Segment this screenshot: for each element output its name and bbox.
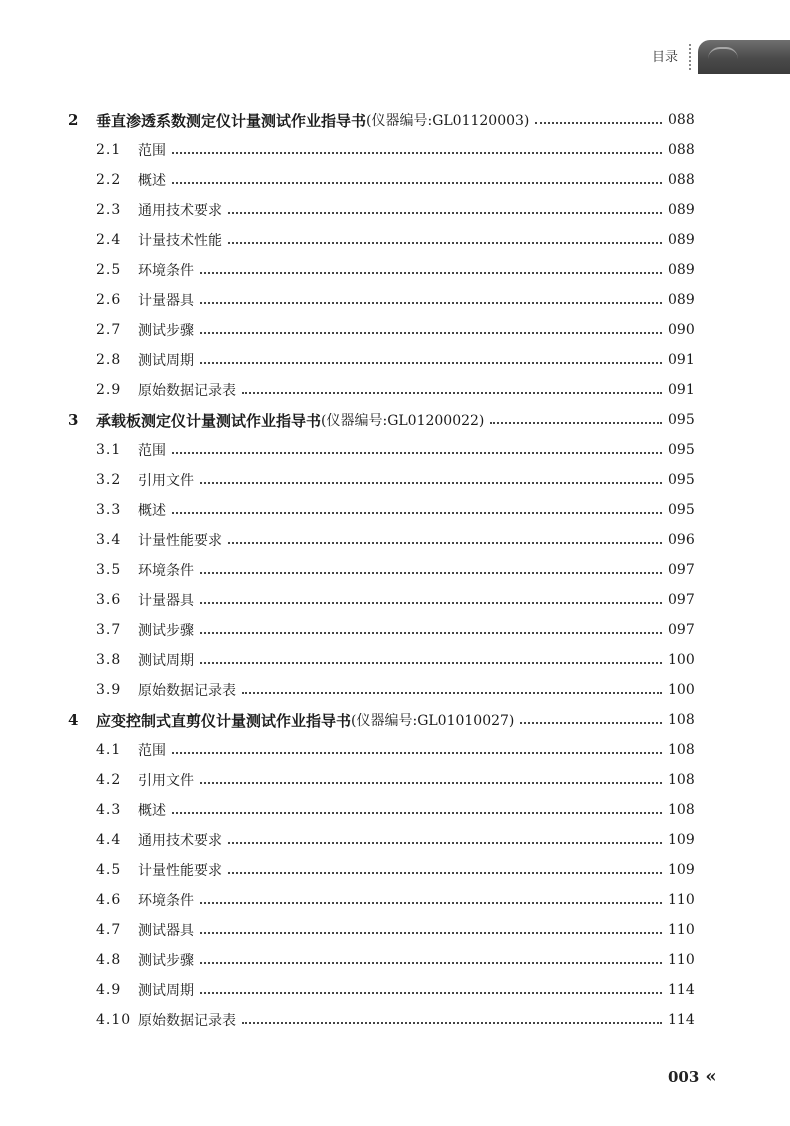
entry-title-text: 概述 bbox=[138, 803, 166, 819]
section-title bbox=[138, 650, 666, 670]
entry-title-text: 概述 bbox=[138, 173, 166, 189]
page-ref: 088 bbox=[668, 112, 695, 128]
toc-section-row bbox=[0, 348, 790, 372]
toc-chapter-row bbox=[0, 108, 790, 132]
section-title bbox=[138, 890, 666, 910]
header-tab-decoration bbox=[698, 40, 790, 74]
dot-leader bbox=[200, 962, 662, 964]
dot-leader bbox=[200, 632, 662, 634]
section-number: 2.6 bbox=[96, 292, 122, 308]
entry-title-text: 计量器具 bbox=[138, 293, 194, 309]
entry-title-text: 测试周期 bbox=[138, 983, 194, 999]
section-title bbox=[138, 290, 666, 310]
section-title bbox=[138, 740, 666, 760]
dot-leader bbox=[200, 332, 662, 334]
toc-section-row bbox=[0, 138, 790, 162]
instrument-code: (仪器编号:GL01120003) bbox=[366, 113, 530, 129]
header-divider bbox=[689, 44, 697, 70]
page-ref: 110 bbox=[668, 922, 695, 938]
instrument-code: (仪器编号:GL01200022) bbox=[321, 413, 485, 429]
section-number: 3.8 bbox=[96, 652, 122, 668]
section-number: 4.2 bbox=[96, 772, 122, 788]
entry-title-text: 通用技术要求 bbox=[138, 833, 222, 849]
section-number: 4.9 bbox=[96, 982, 122, 998]
page-header bbox=[0, 38, 790, 78]
section-title bbox=[138, 200, 666, 220]
toc-section-row bbox=[0, 1008, 790, 1032]
section-title bbox=[138, 770, 666, 790]
page-ref: 090 bbox=[668, 322, 695, 338]
dot-leader bbox=[200, 302, 662, 304]
page-ref: 089 bbox=[668, 232, 695, 248]
toc-section-row bbox=[0, 918, 790, 942]
dot-leader bbox=[200, 782, 662, 784]
page-ref: 114 bbox=[668, 1012, 695, 1028]
section-title bbox=[138, 320, 666, 340]
toc-section-row bbox=[0, 438, 790, 462]
dot-leader bbox=[242, 1022, 662, 1024]
section-title bbox=[138, 530, 666, 550]
entry-title-text: 计量器具 bbox=[138, 593, 194, 609]
dot-leader bbox=[200, 992, 662, 994]
dot-leader bbox=[228, 242, 662, 244]
section-title bbox=[138, 500, 666, 520]
dot-leader bbox=[228, 872, 662, 874]
section-title bbox=[138, 140, 666, 160]
toc-section-row bbox=[0, 168, 790, 192]
page-ref: 089 bbox=[668, 292, 695, 308]
toc-section-row bbox=[0, 678, 790, 702]
dot-leader bbox=[172, 512, 662, 514]
section-number: 2.2 bbox=[96, 172, 122, 188]
toc-section-row bbox=[0, 288, 790, 312]
section-title bbox=[138, 920, 666, 940]
section-number: 4.10 bbox=[96, 1012, 132, 1028]
section-number: 2.8 bbox=[96, 352, 122, 368]
dot-leader bbox=[200, 362, 662, 364]
section-title bbox=[138, 560, 666, 580]
section-number: 3.6 bbox=[96, 592, 122, 608]
section-title bbox=[138, 980, 666, 1000]
entry-title-text: 概述 bbox=[138, 503, 166, 519]
entry-title-text: 范围 bbox=[138, 443, 166, 459]
page-ref: 097 bbox=[668, 622, 695, 638]
page-ref: 095 bbox=[668, 412, 695, 428]
section-title bbox=[138, 380, 666, 400]
page-ref: 097 bbox=[668, 562, 695, 578]
entry-title-text: 测试步骤 bbox=[138, 623, 194, 639]
dot-leader bbox=[228, 842, 662, 844]
chapter-number: 2 bbox=[68, 111, 79, 129]
dot-leader bbox=[535, 122, 662, 124]
toc-section-row bbox=[0, 798, 790, 822]
page-ref: 095 bbox=[668, 502, 695, 518]
toc-section-row bbox=[0, 888, 790, 912]
section-title bbox=[138, 230, 666, 250]
section-number: 3.4 bbox=[96, 532, 122, 548]
page-ref: 091 bbox=[668, 382, 695, 398]
entry-title-text: 引用文件 bbox=[138, 773, 194, 789]
section-number: 4.5 bbox=[96, 862, 122, 878]
dot-leader bbox=[242, 392, 662, 394]
toc-section-row bbox=[0, 468, 790, 492]
entry-title-text: 范围 bbox=[138, 143, 166, 159]
toc-chapter-row bbox=[0, 708, 790, 732]
page-ref: 108 bbox=[668, 772, 695, 788]
section-title bbox=[138, 1010, 666, 1030]
header-label: 目录 bbox=[652, 50, 679, 65]
entry-title-text: 垂直渗透系数测定仪计量测试作业指导书 bbox=[96, 111, 367, 130]
entry-title-text: 测试步骤 bbox=[138, 323, 194, 339]
toc-section-row bbox=[0, 618, 790, 642]
entry-title-text: 原始数据记录表 bbox=[138, 683, 236, 699]
page-ref: 108 bbox=[668, 712, 695, 728]
entry-title-text: 测试器具 bbox=[138, 923, 194, 939]
section-number: 4.7 bbox=[96, 922, 122, 938]
section-number: 4.6 bbox=[96, 892, 122, 908]
dot-leader bbox=[172, 182, 662, 184]
section-title bbox=[138, 860, 666, 880]
section-number: 2.9 bbox=[96, 382, 122, 398]
page-ref: 110 bbox=[668, 952, 695, 968]
page-ref: 088 bbox=[668, 172, 695, 188]
section-title bbox=[138, 800, 666, 820]
page-ref: 095 bbox=[668, 472, 695, 488]
section-number: 2.7 bbox=[96, 322, 122, 338]
dot-leader bbox=[200, 482, 662, 484]
page-ref: 114 bbox=[668, 982, 695, 998]
toc-section-row bbox=[0, 828, 790, 852]
dot-leader bbox=[200, 662, 662, 664]
dot-leader bbox=[200, 932, 662, 934]
toc-section-row bbox=[0, 978, 790, 1002]
chapter-title bbox=[96, 710, 666, 731]
toc-section-row bbox=[0, 768, 790, 792]
toc-section-row bbox=[0, 198, 790, 222]
page-footer bbox=[668, 1066, 717, 1087]
page-ref: 100 bbox=[668, 682, 695, 698]
toc-section-row bbox=[0, 558, 790, 582]
dot-leader bbox=[200, 572, 662, 574]
page-ref: 088 bbox=[668, 142, 695, 158]
toc-section-row bbox=[0, 498, 790, 522]
section-title bbox=[138, 350, 666, 370]
page-ref: 109 bbox=[668, 862, 695, 878]
toc-section-row bbox=[0, 318, 790, 342]
entry-title-text: 计量技术性能 bbox=[138, 233, 222, 249]
toc-section-row bbox=[0, 738, 790, 762]
dot-leader bbox=[200, 272, 662, 274]
page-ref: 108 bbox=[668, 742, 695, 758]
entry-title-text: 范围 bbox=[138, 743, 166, 759]
entry-title-text: 环境条件 bbox=[138, 563, 194, 579]
toc-section-row bbox=[0, 948, 790, 972]
page-ref: 108 bbox=[668, 802, 695, 818]
section-title bbox=[138, 950, 666, 970]
page-ref: 100 bbox=[668, 652, 695, 668]
dot-leader bbox=[242, 692, 662, 694]
section-number: 4.8 bbox=[96, 952, 122, 968]
toc-section-row bbox=[0, 528, 790, 552]
toc-section-row bbox=[0, 228, 790, 252]
toc-section-row bbox=[0, 858, 790, 882]
entry-title-text: 通用技术要求 bbox=[138, 203, 222, 219]
entry-title-text: 测试步骤 bbox=[138, 953, 194, 969]
section-title bbox=[138, 620, 666, 640]
toc-section-row bbox=[0, 378, 790, 402]
page-ref: 097 bbox=[668, 592, 695, 608]
dot-leader bbox=[172, 752, 662, 754]
section-number: 2.4 bbox=[96, 232, 122, 248]
section-title bbox=[138, 830, 666, 850]
chapter-number: 3 bbox=[68, 411, 79, 429]
page-ref: 109 bbox=[668, 832, 695, 848]
section-number: 4.3 bbox=[96, 802, 122, 818]
dot-leader bbox=[228, 212, 662, 214]
page-number: 003 bbox=[668, 1068, 700, 1086]
page-ref: 096 bbox=[668, 532, 695, 548]
section-title bbox=[138, 440, 666, 460]
dot-leader bbox=[200, 902, 662, 904]
section-title bbox=[138, 590, 666, 610]
page-ref: 089 bbox=[668, 262, 695, 278]
entry-title-text: 原始数据记录表 bbox=[138, 1013, 236, 1029]
entry-title-text: 引用文件 bbox=[138, 473, 194, 489]
entry-title-text: 环境条件 bbox=[138, 263, 194, 279]
section-number: 2.5 bbox=[96, 262, 122, 278]
dot-leader bbox=[172, 452, 662, 454]
double-chevron-left-icon: « bbox=[705, 1066, 717, 1087]
section-number: 2.1 bbox=[96, 142, 122, 158]
dot-leader bbox=[520, 722, 662, 724]
section-number: 4.1 bbox=[96, 742, 122, 758]
section-number: 3.5 bbox=[96, 562, 122, 578]
section-number: 3.1 bbox=[96, 442, 122, 458]
dot-leader bbox=[490, 422, 662, 424]
section-title bbox=[138, 470, 666, 490]
entry-title-text: 测试周期 bbox=[138, 653, 194, 669]
toc-section-row bbox=[0, 588, 790, 612]
entry-title-text: 承载板测定仪计量测试作业指导书 bbox=[96, 411, 322, 430]
dot-leader bbox=[228, 542, 662, 544]
section-number: 3.3 bbox=[96, 502, 122, 518]
page-ref: 095 bbox=[668, 442, 695, 458]
toc-chapter-row bbox=[0, 408, 790, 432]
section-number: 3.7 bbox=[96, 622, 122, 638]
chapter-title bbox=[96, 110, 666, 131]
page-ref: 110 bbox=[668, 892, 695, 908]
dot-leader bbox=[172, 812, 662, 814]
section-title bbox=[138, 170, 666, 190]
chapter-number: 4 bbox=[68, 711, 79, 729]
instrument-code: (仪器编号:GL01010027) bbox=[351, 713, 515, 729]
entry-title-text: 应变控制式直剪仪计量测试作业指导书 bbox=[96, 711, 352, 730]
entry-title-text: 计量性能要求 bbox=[138, 533, 222, 549]
section-number: 3.9 bbox=[96, 682, 122, 698]
section-title bbox=[138, 680, 666, 700]
page-ref: 089 bbox=[668, 202, 695, 218]
section-number: 2.3 bbox=[96, 202, 122, 218]
chapter-title bbox=[96, 410, 666, 431]
toc-section-row bbox=[0, 258, 790, 282]
section-number: 3.2 bbox=[96, 472, 122, 488]
entry-title-text: 原始数据记录表 bbox=[138, 383, 236, 399]
entry-title-text: 环境条件 bbox=[138, 893, 194, 909]
dot-leader bbox=[200, 602, 662, 604]
toc-section-row bbox=[0, 648, 790, 672]
page-ref: 091 bbox=[668, 352, 695, 368]
section-number: 4.4 bbox=[96, 832, 122, 848]
entry-title-text: 计量性能要求 bbox=[138, 863, 222, 879]
entry-title-text: 测试周期 bbox=[138, 353, 194, 369]
dot-leader bbox=[172, 152, 662, 154]
section-title bbox=[138, 260, 666, 280]
